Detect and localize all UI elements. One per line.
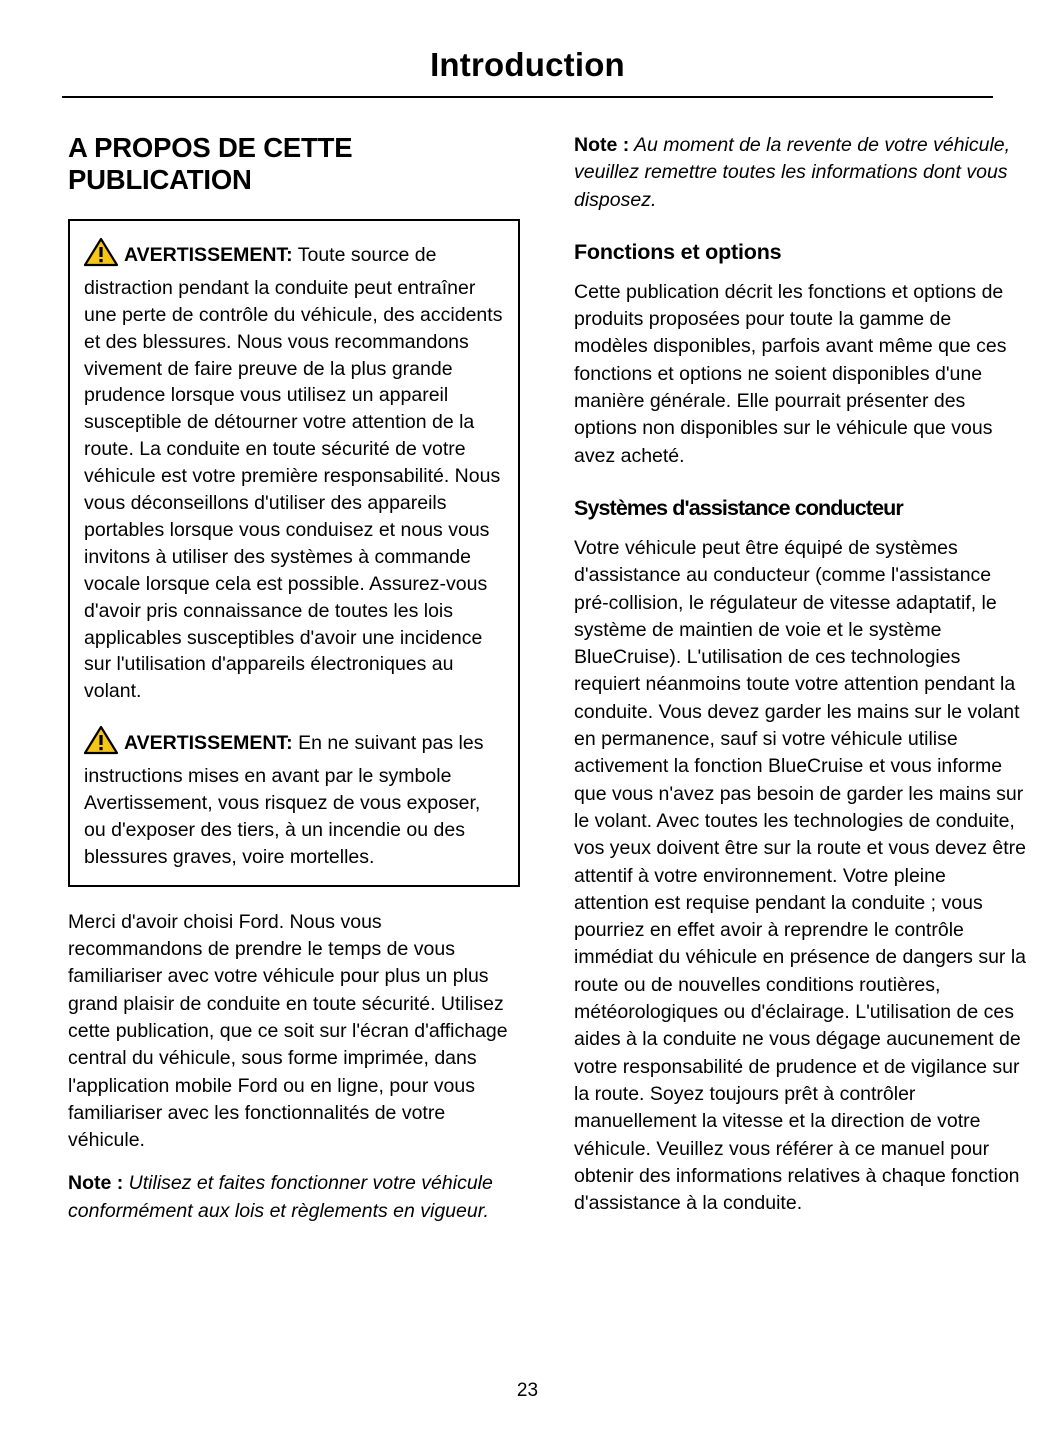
- right-column: [574, 132, 1026, 1233]
- right-note: [574, 132, 1026, 214]
- left-note: [68, 1170, 520, 1225]
- left-paragraph-1: Merci d'avoir choisi Ford. Nous vous recommandons de prendre le temps de vous familiariser avec votre véhicule pour plus un plus grand plaisir de conduite en toute sécurité. Utilisez cette publication, que ce soit sur l'écran d'affichage central du véhicule, sous forme imprimée, dans l'application mobile Ford ou en ligne, pour vous familiariser avec les fonctionnalités de votre véhicule.: [68, 910, 508, 1152]
- warning-triangle-icon: [84, 237, 118, 275]
- subsection-heading-fonctions-et-options: Fonctions et options: [574, 239, 782, 264]
- warning-label-1: AVERTISSEMENT:: [124, 243, 293, 266]
- warning-label-2: AVERTISSEMENT:: [124, 732, 293, 755]
- note-text: Utilisez et faites fonctionner votre véhicule conformément aux lois et règlements en vigueur.: [68, 1172, 493, 1222]
- warning-text-1: Toute source de distraction pendant la conduite peut entraîner une perte de contrôle du véhicule, des accidents et des blessures. Nous vous recommandons vivement de faire preuve de la plus grande prudence lorsque vous utilisez un appareil susceptible de détourner votre attention de la route. La conduite en toute sécurité de votre véhicule est votre première responsabilité. Nous vous déconseillons d'utiliser des appareils portables lorsque vous conduisez et nous vous invitons à utiliser des systèmes à commande vocale lorsque cela est possible. Assurez-vous d'avoir pris connaissance de toutes les lois applicables susceptibles d'avoir une incidence sur l'utilisation d'appareils électroniques au volant.: [84, 243, 503, 703]
- note-label: Note :: [68, 1172, 124, 1195]
- page-title: Introduction: [430, 46, 625, 83]
- subsection-paragraph-fonctions-et-options: Cette publication décrit les fonctions et options de produits proposées pour toute la gamme de modèles disponibles, parfois avant même que ces fonctions et options ne soient disponibles d'une manière générale. Elle pourrait présenter des options non disponibles sur le véhicule que vous avez acheté.: [574, 280, 1007, 467]
- subsection-paragraph-systemes-assistance-conducteur: Votre véhicule peut être équipé de systèmes d'assistance au conducteur (comme l'assistance pré-collision, le régulateur de vitesse adaptatif, le système de maintien de voie et le système BlueCruise). L'utilisation de ces technologies requiert néanmoins toute votre attention pendant la conduite. Vous devez garder les mains sur le volant en permanence, sauf si votre véhicule utilise activement la fonction BlueCruise et vous informe que vous n'avez pas besoin de garder les mains sur le volant. Avec toutes les technologies de conduite, vos yeux doivent être sur la route et vous devez être attentif à votre environnement. Votre pleine attention est requise pendant la conduite ; vous pourriez en effet avoir à reprendre le contrôle immédiat du véhicule en présence de dangers sur la route ou de nouvelles conditions routières, météorologiques ou d'éclairage. L'utilisation de ces aides à la conduite ne vous dégage aucunement de votre responsabilité de prudence et de vigilance sur la route. Soyez toujours prêt à contrôler manuellement la vitesse et la direction de votre véhicule. Veuillez vous référer à ce manuel pour obtenir des informations relatives à chaque fonction d'assistance à la conduite.: [574, 536, 1027, 1215]
- note-text: Au moment de la revente de votre véhicule, veuillez remettre toutes les informations dont vous disposez.: [574, 134, 1011, 211]
- subsection-heading-systemes-assistance-conducteur: Systèmes d'assistance conducteur: [574, 495, 903, 520]
- left-body-block: [68, 909, 520, 1225]
- left-column: [68, 132, 520, 1233]
- warning-text-2: En ne suivant pas les instructions mises en avant par le symbole Avertissement, vous risquez de vous exposer, ou d'exposer des tiers, à un incendie ou des blessures graves, voire mortelles.: [84, 732, 484, 868]
- warning-triangle-icon: [84, 725, 118, 763]
- page-number: 23: [516, 1380, 539, 1401]
- warning-box: [68, 219, 520, 887]
- warning-paragraph-2: [84, 725, 504, 871]
- section-heading: A PROPOS DE CETTE PUBLICATION: [68, 132, 353, 196]
- warning-paragraph-1: [84, 237, 504, 705]
- two-column-body: [0, 98, 1055, 1233]
- note-label: Note :: [574, 134, 630, 156]
